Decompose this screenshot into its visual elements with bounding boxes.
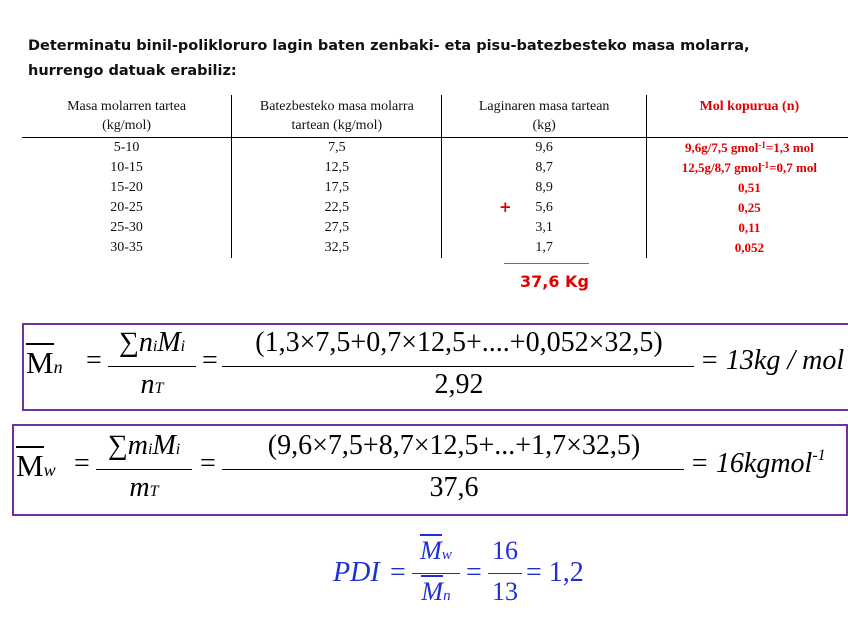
fraction-bar	[222, 469, 684, 470]
fraction-bar	[412, 573, 460, 574]
cell-range: 30-35	[22, 238, 232, 258]
fraction-bar	[108, 366, 196, 367]
pdi-numeric-numerator: 16	[492, 536, 518, 565]
cell-moles: 9,6g/7,5 gmol$^{-1}$=1,3 mol	[685, 140, 814, 155]
cell-moles: 0,11	[738, 220, 761, 235]
cell-mass: 5,6	[442, 198, 646, 218]
cell-range: 25-30	[22, 218, 232, 238]
table-row	[22, 138, 848, 159]
cell-range: 15-20	[22, 178, 232, 198]
pdi-result: = 1,2	[526, 557, 584, 588]
problem-line-1: Determinatu binil-polikloruro lagin baten zenbaki- eta pisu-batezbesteko masa molarra,	[28, 38, 750, 54]
pdi-label: PDI	[333, 557, 380, 588]
cell-avg: 32,5	[232, 238, 442, 258]
cell-avg: 17,5	[232, 178, 442, 198]
mn-numerator: ∑niMi	[118, 327, 186, 358]
equals-sign: =	[74, 448, 90, 479]
cell-moles: 12,5g/8,7 gmol$^{-1}$=0,7 mol	[681, 160, 817, 175]
cell-range: 20-25	[22, 198, 232, 218]
cell-mass: 8,9	[442, 178, 646, 198]
equals-sign: =	[200, 448, 216, 479]
cell-moles: 0,052	[734, 240, 764, 255]
problem-statement	[28, 34, 828, 84]
data-table	[22, 95, 848, 258]
mw-result: = 16kgmol$^{-1}$	[690, 447, 826, 479]
cell-mass: 3,1	[442, 218, 646, 238]
header-average: Batezbesteko masa molarra tartean (kg/mol)	[232, 95, 442, 138]
mn-denominator: nT	[140, 369, 164, 400]
table-row	[22, 198, 848, 218]
cell-range: 5-10	[22, 138, 232, 159]
table-row	[22, 158, 848, 178]
table-row	[22, 218, 848, 238]
plus-sign: +	[499, 198, 512, 216]
problem-line-2: hurrengo datuak erabiliz:	[28, 63, 237, 79]
mn-expanded-denominator: 2,92	[434, 369, 484, 400]
mw-numerator: ∑miMi	[107, 430, 181, 461]
mn-symbol: Mn	[26, 345, 63, 380]
mw-equation-box	[12, 424, 848, 516]
cell-mass: 1,7	[442, 238, 646, 258]
equals-sign: =	[86, 345, 102, 376]
pdi-denominator: Mn	[421, 577, 451, 606]
header-range: Masa molarren tartea (kg/mol)	[22, 95, 232, 138]
mn-result: = 13kg / mol	[700, 345, 845, 376]
table-row	[22, 238, 848, 258]
cell-avg: 7,5	[232, 138, 442, 159]
pdi-numeric-denominator: 13	[492, 577, 518, 606]
equals-sign: =	[390, 557, 406, 588]
cell-moles: 0,25	[737, 200, 761, 215]
cell-mass: 9,6	[442, 138, 646, 159]
cell-mass: 8,7	[442, 158, 646, 178]
sum-line	[504, 263, 589, 264]
cell-avg: 12,5	[232, 158, 442, 178]
mw-expanded-denominator: 37,6	[429, 472, 479, 503]
equals-sign: =	[202, 345, 218, 376]
cell-moles: 0,51	[737, 180, 761, 195]
header-mass: Laginaren masa tartean (kg)	[442, 95, 646, 138]
mn-equation-box	[22, 323, 848, 411]
table-header-row	[22, 95, 848, 138]
cell-range: 10-15	[22, 158, 232, 178]
fraction-bar	[222, 366, 694, 367]
fraction-bar	[488, 573, 522, 574]
total-mass: 37,6 Kg	[520, 272, 589, 291]
cell-avg: 27,5	[232, 218, 442, 238]
pdi-numerator: Mw	[420, 536, 452, 565]
table-row	[22, 178, 848, 198]
equals-sign: =	[466, 557, 482, 588]
mw-symbol: Mw	[16, 448, 56, 483]
mw-expanded-numerator: (9,6×7,5+8,7×12,5+...+1,7×32,5)	[267, 430, 641, 461]
cell-avg: 22,5	[232, 198, 442, 218]
fraction-bar	[96, 469, 192, 470]
mn-expanded-numerator: (1,3×7,5+0,7×12,5+....+0,052×32,5)	[255, 327, 663, 358]
mw-denominator: mT	[129, 472, 159, 503]
header-moles: Mol kopurua (n)	[646, 95, 848, 138]
